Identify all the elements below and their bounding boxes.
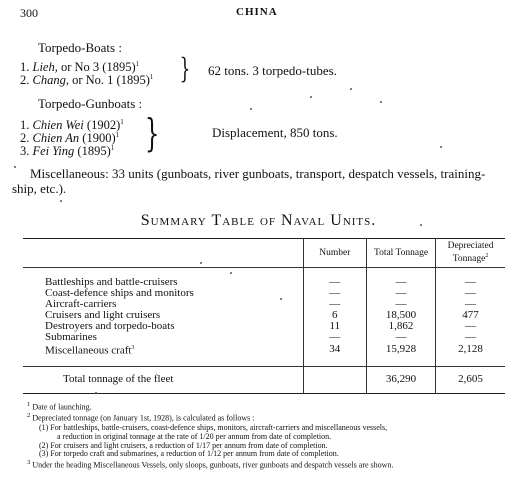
category-cell: Cruisers and light cruisers <box>45 309 161 321</box>
scan-speck <box>250 108 252 110</box>
scan-speck <box>200 262 202 264</box>
page-number: 300 <box>20 6 38 20</box>
total-cell: 1,862 <box>366 321 435 332</box>
ship-detail: or No 3 (1895) <box>60 60 136 75</box>
footnotes <box>27 401 507 471</box>
category-cell: Coast-defence ships and monitors <box>45 287 194 299</box>
category-header <box>23 239 303 268</box>
depreciated-tonnage-header <box>436 239 505 268</box>
torpedo-gunboats-title: Torpedo-Gunboats : <box>38 96 143 111</box>
ship-name: Lieh, <box>32 60 58 75</box>
footnote-ref: 2 <box>485 253 489 260</box>
torpedo-gunboats-description: Displacement, 850 tons. <box>212 125 338 140</box>
brace: } <box>144 111 160 155</box>
total-tonnage-cell: 36,290 <box>366 366 435 393</box>
brace: } <box>179 52 191 85</box>
number-cell: 34 <box>303 343 366 357</box>
footnote-1: $^1$ Date of launching. <box>27 401 92 412</box>
number-cell: — <box>303 299 366 310</box>
category-cell: Destroyers and torpedo-boats <box>45 320 175 332</box>
ship-name: Chien An <box>32 131 80 146</box>
footnote-text: Depreciated tonnage (on January 1st, 1928), is calculated as follows : <box>32 414 255 424</box>
footnote-ref: 1 <box>110 144 115 152</box>
number-cell: — <box>303 277 366 288</box>
scan-speck <box>14 166 16 168</box>
item-num: 1. <box>20 60 30 75</box>
depreciated-label: Depreciated Tonnage <box>447 241 494 265</box>
total-cell: — <box>366 332 435 343</box>
ship-detail: (1900) <box>82 131 116 146</box>
ship-detail: (1902) <box>86 118 121 133</box>
footnote-ref: 1 <box>135 60 140 68</box>
torpedo-boats-description: 62 tons. 3 torpedo-tubes. <box>208 63 337 78</box>
ship-name: Chang, <box>32 73 69 88</box>
depreciated-cell: 477 <box>436 310 505 321</box>
number-cell: — <box>303 288 366 299</box>
scan-speck <box>60 200 62 202</box>
depreciated-cell: — <box>436 321 505 332</box>
number-cell: 6 <box>303 310 366 321</box>
footnote-2-item-1: (1) For battleships, battle-cruisers, coast-defence ships, monitors, aircraft-carriers and miscellaneous vessels, <box>39 422 388 432</box>
footnote-ref: 1 <box>149 73 154 81</box>
summary-title: Summary Table of Naval Units. <box>140 212 377 229</box>
scan-speck <box>440 146 442 148</box>
number-cell: — <box>303 332 366 343</box>
footnote-ref: 1 <box>115 131 120 139</box>
footnote-2-item-3: (3) For torpedo craft and submarines, a reduction of 1/12 per annum from date of completion. <box>39 449 339 459</box>
ship-detail: or No. 1 (1895) <box>72 73 150 88</box>
ship-name: Chien Wei <box>32 118 84 133</box>
running-title: CHINA <box>236 6 278 18</box>
ship-detail: (1895) <box>77 144 111 159</box>
depreciated-cell: — <box>436 299 505 310</box>
scan-speck <box>280 298 282 300</box>
table-header-row <box>23 239 505 268</box>
item-num: 2. <box>20 131 30 146</box>
total-cell: 15,928 <box>366 343 435 357</box>
item-num: 1. <box>20 118 30 133</box>
depreciated-cell: — <box>436 277 505 288</box>
ship-name: Fei Ying <box>32 144 75 159</box>
total-cell: — <box>366 288 435 299</box>
table-row <box>23 332 505 343</box>
total-cell: — <box>366 299 435 310</box>
total-cell: — <box>366 277 435 288</box>
scan-speck <box>350 88 352 90</box>
footnote-ref: 1 <box>120 118 124 126</box>
category-cell: Aircraft-carriers <box>45 298 117 310</box>
scan-speck <box>230 272 232 274</box>
item-num: 2. <box>20 73 30 88</box>
depreciated-cell: 2,128 <box>436 343 505 357</box>
spacer-row <box>23 357 505 367</box>
summary-table <box>23 238 505 394</box>
table-row <box>23 343 505 357</box>
scan-speck <box>95 392 97 394</box>
depreciated-cell: — <box>436 288 505 299</box>
footnote-2-item-1-cont: a reduction in original tonnage at the rate of 1/20 per annum from date of completion. <box>57 431 332 441</box>
footnote-2-item-2: (2) For cruisers and light cruisers, a reduction of 1/17 per annum from date of completion. <box>39 440 328 450</box>
torpedo-boats-title: Torpedo-Boats : <box>38 40 122 55</box>
footnote-text: Under the heading Miscellaneous Vessels, only sloops, gunboats, river gunboats and despatch vessels are shown. <box>32 460 394 470</box>
scan-speck <box>380 101 382 103</box>
footnote-3: $^3$ Under the heading Miscellaneous Vessels, only sloops, gunboats, river gunboats and despatch vessels are shown. <box>27 459 394 470</box>
category-label: Miscellaneous craft <box>45 344 132 357</box>
item-num: 3. <box>20 144 30 159</box>
number-header: Number <box>303 239 366 268</box>
footnote-ref: 3 <box>131 345 135 351</box>
torpedo-gunboat-item-3 <box>20 141 114 158</box>
scan-speck <box>310 96 312 98</box>
total-row <box>23 366 505 393</box>
depreciated-cell: — <box>436 332 505 343</box>
torpedo-boat-item-2 <box>20 70 153 87</box>
category-cell: Battleships and battle-cruisers <box>45 276 178 288</box>
footnote-2: $^2$ Depreciated tonnage (on January 1st, 1928), is calculated as follows : <box>27 412 255 424</box>
total-number-cell <box>303 366 366 393</box>
scan-speck <box>420 224 422 226</box>
total-cell: 18,500 <box>366 310 435 321</box>
total-depreciated-cell: 2,605 <box>436 366 505 393</box>
category-cell <box>23 343 303 357</box>
total-tonnage-header: Total Tonnage <box>366 239 435 268</box>
total-label: Total tonnage of the fleet <box>23 366 303 393</box>
number-cell: 11 <box>303 321 366 332</box>
category-cell: Submarines <box>45 331 97 343</box>
footnote-text: Date of launching. <box>32 402 92 412</box>
miscellaneous-paragraph: Miscellaneous: 33 units (gunboats, river gunboats, transport, despatch vessels, training-ship, etc.). <box>12 166 486 196</box>
